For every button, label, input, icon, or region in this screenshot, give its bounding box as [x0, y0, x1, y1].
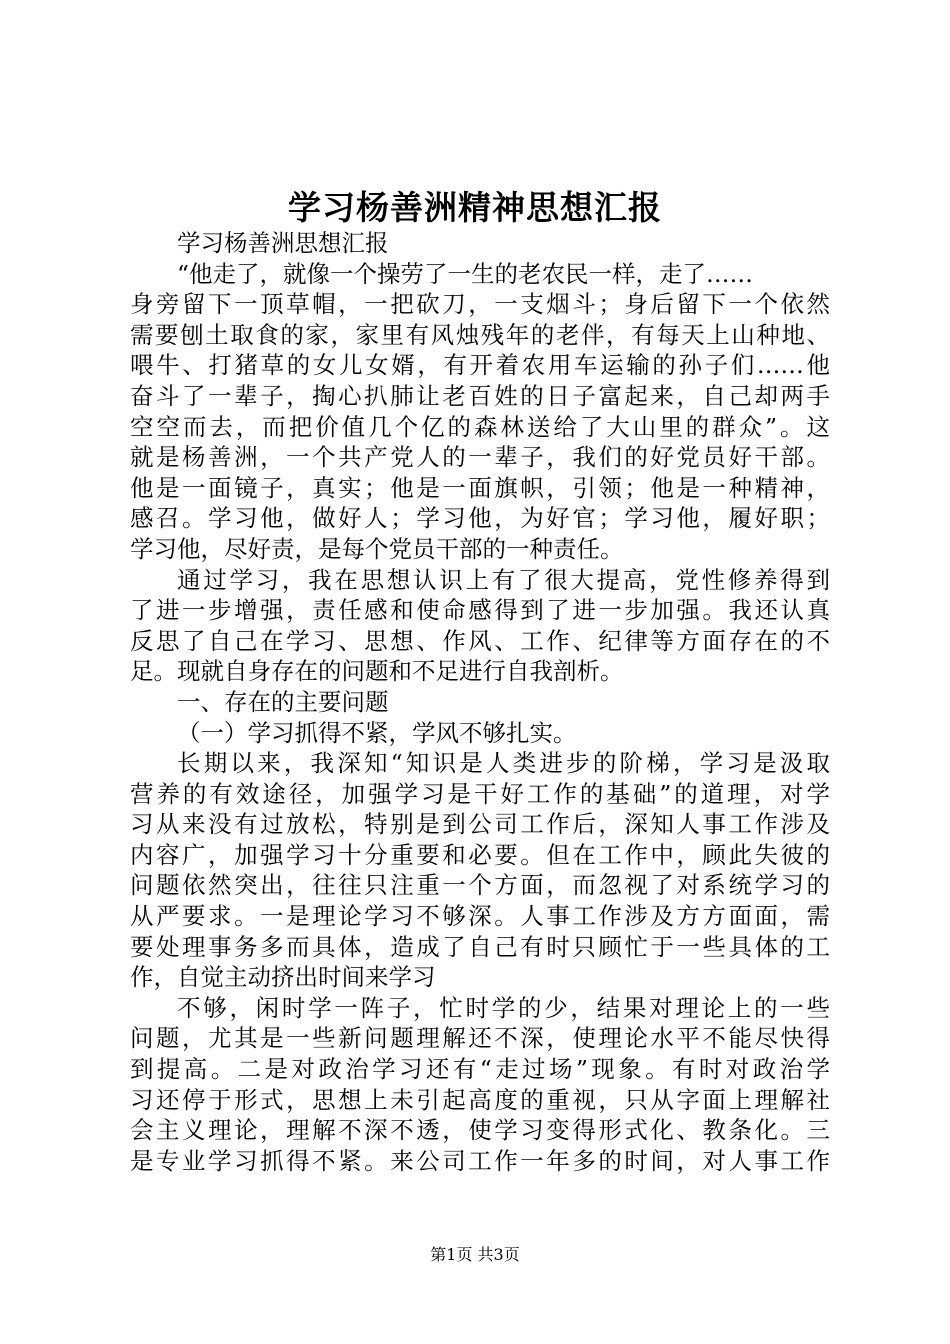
text-line: 从严要求。一是理论学习不够深。人事工作涉及方方面面，需 [130, 902, 830, 931]
document-body [130, 228, 830, 1176]
text-line: 就是杨善洲，一个共产党人的一辈子，我们的好党员好干部。 [130, 443, 830, 472]
text-line: 不够，闲时学一阵子，忙时学的少，结果对理论上的一些 [177, 993, 830, 1022]
text-line: 到提高。二是对政治学习还有“走过场”现象。有时对政治学 [130, 1055, 830, 1084]
text-line: 空空而去，而把价值几个亿的森林送给了大山里的群众”。这 [130, 412, 830, 441]
text-line: （一）学习抓得不紧，学风不够扎实。 [177, 718, 577, 747]
text-line: 学习杨善洲思想汇报 [177, 229, 389, 257]
text-line: 习从来没有过放松，特别是到公司工作后，深知人事工作涉及 [130, 810, 830, 839]
text-line: 学习他，尽好责，是每个党员干部的一种责任。 [130, 534, 624, 563]
text-line: 问题依然突出，往往只注重一个方面，而忽视了对系统学习的 [130, 871, 830, 900]
page-footer: 第1页 共3页 [430, 1245, 520, 1264]
text-line: 问题，尤其是一些新问题理解还不深，使理论水平不能尽快得 [130, 1024, 830, 1053]
text-line: 是专业学习抓得不紧。来公司工作一年多的时间，对人事工作 [130, 1146, 830, 1175]
text-line: 一、存在的主要问题 [177, 687, 389, 716]
text-line: 需要刨土取食的家，家里有风烛残年的老伴，有每天上山种地、 [130, 320, 830, 349]
text-line: 内容广，加强学习十分重要和必要。但在工作中，顾此失彼的 [130, 840, 830, 869]
text-line: 足。现就自身存在的问题和不足进行自我剖析。 [130, 657, 624, 686]
text-line: 了进一步增强，责任感和使命感得到了进一步加强。我还认真 [130, 596, 830, 625]
text-line: 会主义理论，理解不深不透，使学习变得形式化、教条化。三 [130, 1116, 830, 1145]
text-line: 反思了自己在学习、思想、作风、工作、纪律等方面存在的不 [130, 626, 830, 655]
text-line: 要处理事务多而具体，造成了自己有时只顾忙于一些具体的工 [130, 932, 830, 961]
text-line: 身旁留下一顶草帽，一把砍刀，一支烟斗；身后留下一个依然 [130, 290, 830, 319]
text-line: 他是一面镜子，真实；他是一面旗帜，引领；他是一种精神， [130, 473, 830, 502]
text-line: 感召。学习他，做好人；学习他，为好官；学习他，履好职； [130, 504, 830, 533]
text-line: 奋斗了一辈子，掏心扒肺让老百姓的日子富起来，自己却两手 [130, 381, 830, 410]
text-line: 作，自觉主动挤出时间来学习 [130, 963, 436, 992]
text-line: 营养的有效途径，加强学习是干好工作的基础”的道理，对学 [130, 779, 830, 808]
text-line: “他走了，就像一个操劳了一生的老农民一样，走了…… [177, 259, 754, 288]
text-line: 通过学习，我在思想认识上有了很大提高，党性修养得到 [177, 565, 830, 594]
text-line: 习还停于形式，思想上未引起高度的重视，只从字面上理解社 [130, 1085, 830, 1114]
text-line: 长期以来，我深知“知识是人类进步的阶梯，学习是汲取 [177, 749, 830, 778]
document-title: 学习杨善洲精神思想汇报 [288, 188, 662, 227]
text-line: 喂牛、打猪草的女儿女婿，有开着农用车运输的孙子们……他 [130, 351, 830, 380]
